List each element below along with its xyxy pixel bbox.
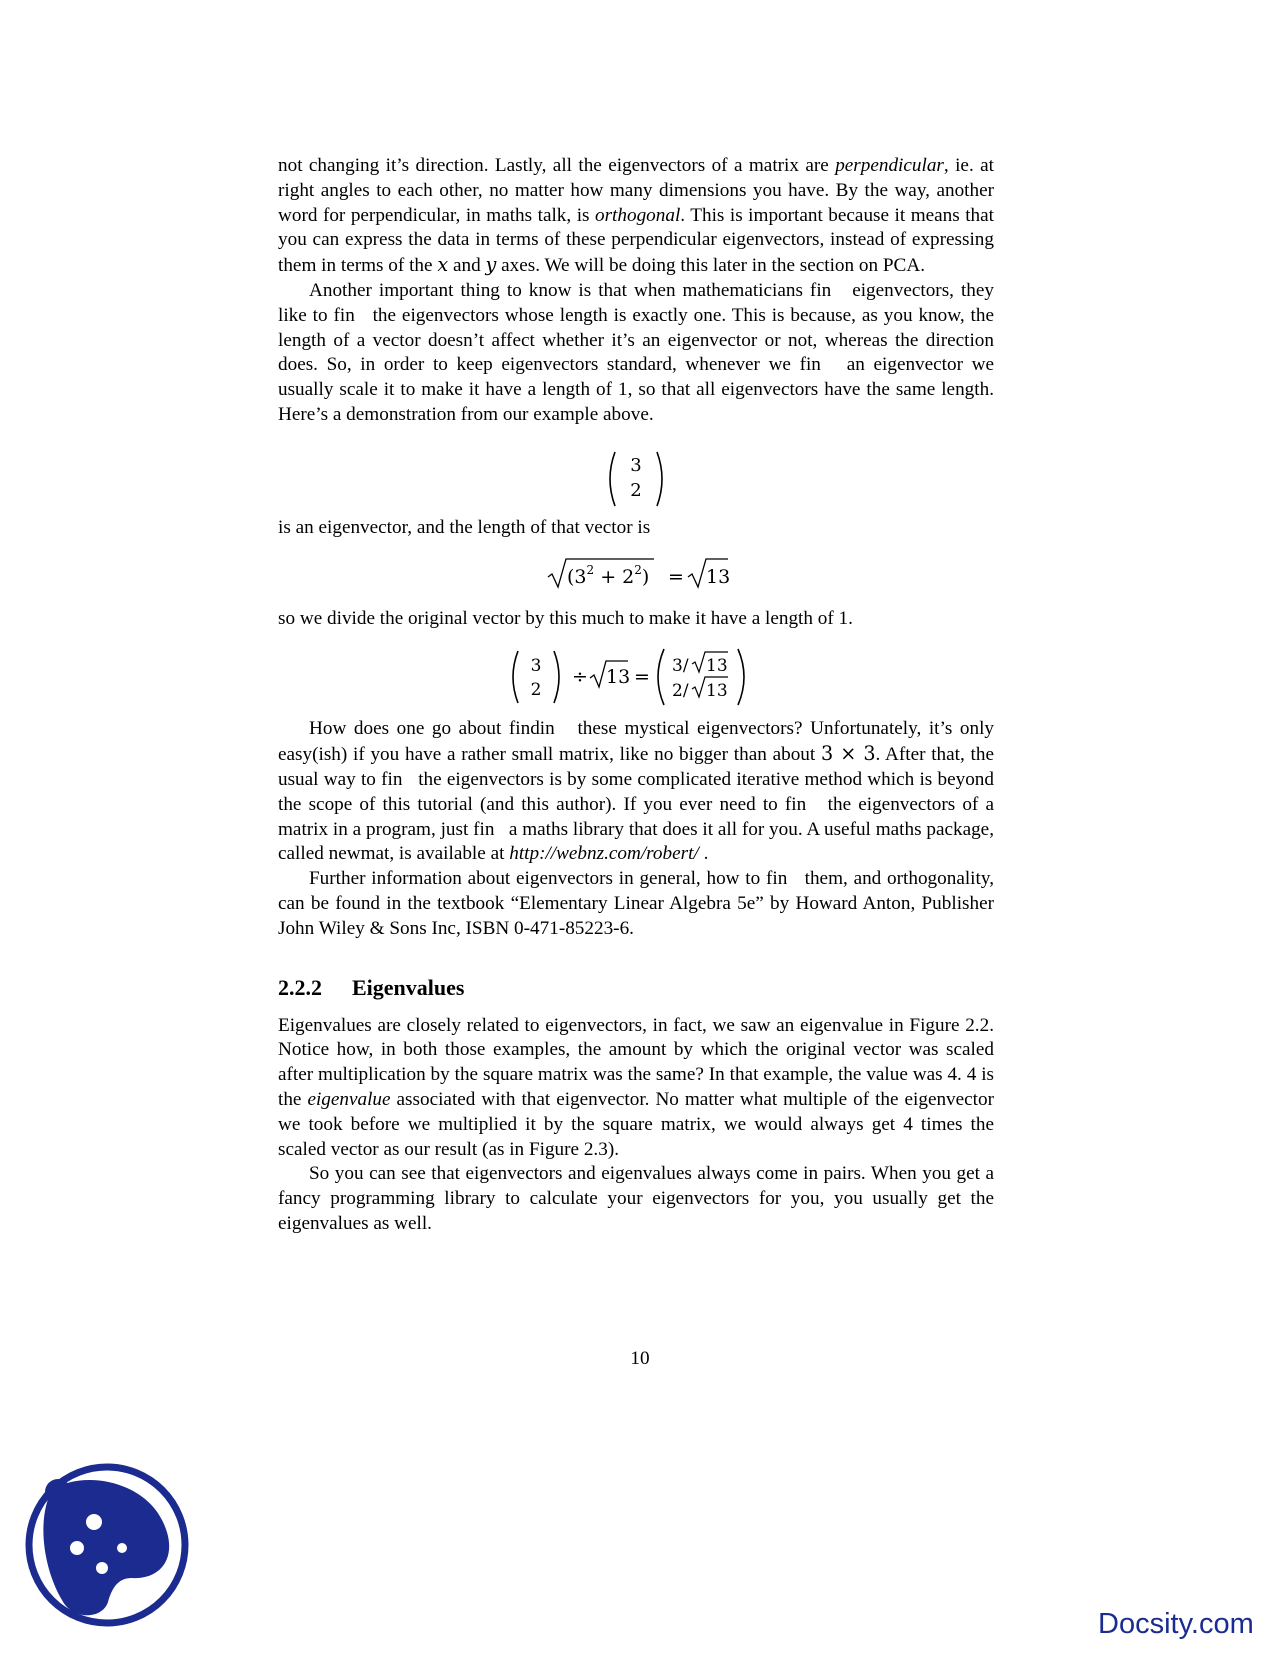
newmat-link[interactable]: http://webnz.com/robert/ (509, 843, 699, 865)
svg-text:=: = (668, 565, 684, 588)
svg-text:÷: ÷ (572, 666, 588, 689)
equation-normalize (278, 647, 994, 707)
vector-3-2 (601, 446, 671, 512)
vector-bottom: 2 (630, 479, 642, 501)
normalization-formula (506, 647, 766, 707)
section-number: 2.2.2 (278, 974, 322, 1000)
right-paren (657, 452, 662, 506)
svg-text:13: 13 (706, 681, 728, 702)
variable-x: x (437, 253, 449, 277)
emphasis-eigenvalue: eigenvalue (307, 1088, 391, 1110)
svg-text:3/: 3/ (672, 656, 689, 677)
docsity-brand-link[interactable]: Docsity.com (1098, 1608, 1254, 1640)
svg-text:2/: 2/ (672, 681, 689, 702)
equation-vector (278, 446, 994, 512)
paragraph-finding-eigenvectors: How does one go about findin these mystical eigenvectors? Unfortunately, it’s only easy(ish) if you have a rather small matrix, like no bigger than about 3 × 3. After that, the usual way to fin the eigenvectors is by some complicated iterative method which is beyond the scope of this tutorial (and this author). If you ever need to fin the eigenvectors of a matrix in a program, just fin a maths library that does it all for you. A useful maths package, called newmat, is available at http://webnz.com/robert/ . (278, 718, 994, 865)
emphasis-orthogonal: orthogonal (595, 204, 681, 226)
svg-text:3: 3 (530, 656, 542, 677)
page-body (278, 154, 994, 1237)
matrix-size: 3 × 3 (820, 742, 876, 766)
paragraph-eigenvalues: Eigenvalues are closely related to eigenvectors, in fact, we saw an eigenvalue in Figure 2.2. Notice how, in both those examples, the amount by which the original vector was scaled after multiplication by the square matrix was the same? In that example, the value was 4. 4 is the eigenvalue associated with that eigenvector. No matter what multiple of the eigenvector we took before we multiplied it by the square matrix, we would always get 4 times the scaled vector as our result (as in Figure 2.3). (278, 1014, 994, 1160)
svg-text:=: = (634, 666, 650, 689)
equation-length (278, 553, 994, 593)
docsity-logo-icon (22, 1460, 192, 1630)
paragraph-divide: so we divide the original vector by this much to make it have a length of 1. (278, 607, 853, 629)
paragraph-pairs: So you can see that eigenvectors and eigenvalues always come in pairs. When you get a fancy programming library to calculate your eigenvectors for you, you usually get the eigenvalues as well. (278, 1163, 994, 1234)
length-formula (546, 553, 731, 593)
svg-text:13: 13 (706, 656, 728, 677)
svg-text:2: 2 (530, 680, 542, 701)
paragraph-unit-length: Another important thing to know is that when mathematicians fin eigenvectors, they like to fin the eigenvectors whose length is exactly one. This is because, as you know, the length of a vector doesn’t affect whether it’s an eigenvector or not, whereas the direction does. So, in order to keep eigenvectors standard, whenever we fin an eigenvector we usually scale it to make it have a length of 1, so that all eigenvectors have the same length. Here’s a demonstration from our example above. (278, 279, 994, 425)
svg-text:(32 + 22): $(3^2 + 2^2)$ (567, 562, 650, 588)
paragraph-is-eigenvector: is an eigenvector, and the length of that vector is (278, 516, 651, 538)
paragraph-further-information: Further information about eigenvectors in general, how to fin them, and orthogonality, can be found in the textbook “Elementary Linear Algebra 5e” by Howard Anton, Publisher John Wiley & Sons Inc, ISBN 0-471-85223-6. (278, 868, 994, 939)
left-paren (610, 452, 615, 506)
section-title: Eigenvalues (352, 974, 465, 1000)
section-heading (278, 974, 994, 1002)
variable-y: y (485, 253, 497, 277)
page-number: 10 (630, 1348, 650, 1369)
emphasis-perpendicular: perpendicular (835, 155, 944, 176)
svg-text:13: 13 (706, 565, 731, 588)
paragraph-orthogonality: not changing it’s direction. Lastly, all the eigenvectors of a matrix are perpendicular, ie. at right angles to each other, no matter how many dimensions you have. By the way, another word for perpendicular, in maths talk, is orthogonal. This is important because it means that you can express the data in terms of these perpendicular eigenvectors, instead of expressing them in terms of the x and y axes. We will be doing this later in the section on PCA. (278, 155, 994, 277)
vector-top: 3 (630, 454, 642, 476)
svg-text:13: 13 (606, 666, 631, 689)
